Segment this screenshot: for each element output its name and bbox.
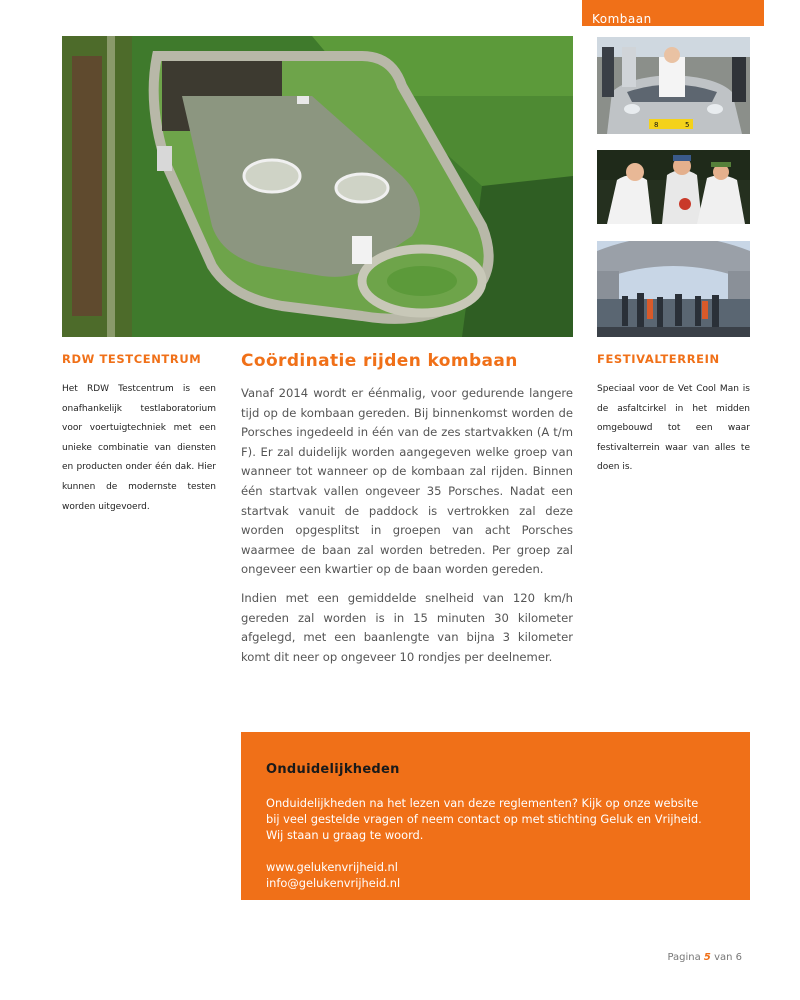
website-link[interactable]: www.gelukenvrijheid.nl [266, 860, 398, 874]
notice-title: Onduidelijkheden [266, 762, 400, 777]
right-column-text: Speciaal voor de Vet Cool Man is de asfaltcirkel in het midden omgebouwd tot een waar festivalterrein waar van alles te doen is. [597, 384, 750, 473]
right-column-title: FESTIVALTERREIN [597, 352, 720, 366]
left-column-text: Het RDW Testcentrum is een onafhankelijk testlaboratorium voor voertuigtechniek met een unieke combinatie van diensten en producten onder één dak. Hier kunnen de modernste testen worden uitgevoerd. [62, 384, 216, 512]
section-tab: Kombaan [582, 0, 764, 26]
porsche-child-photo [597, 37, 750, 134]
plate-left-text: 8 [654, 121, 659, 129]
notice-line-2: bij veel gestelde vragen of neem contact op met stichting Geluk en Vrijheid. [266, 812, 702, 826]
main-paragraph-1: Vanaf 2014 wordt er éénmalig, voor gedurende langere tijd op de kombaan gereden. Bij binnenkomst worden de Porsches ingedeeld in één van de zes startvakken (A t/m F). Er zal duidelijk worden aangegeven welke groep van wanneer tot wanneer op de kombaan zal rijden. Binnen één startvak vallen ongeveer 35 Porsches. Nadat een startvak vanuit de paddock is vertrokken zal deze worden opgesplitst in groepen van acht Porsches waarmee de baan zal worden betreden. Per groep zal ongeveer een kwartier op de baan worden gereden. [241, 386, 573, 577]
inflatable-arch-crowd-photo [597, 241, 750, 337]
page-prefix: Pagina [667, 952, 704, 963]
current-page: 5 [703, 952, 711, 963]
main-paragraph-2: Indien met een gemiddelde snelheid van 120 km/h gereden zal worden is in 15 minuten 30 kilometer afgelegd, met een baanlengte van bijna 3 kilometer komt dit neer op ongeveer 10 rondjes per deelnemer. [241, 591, 573, 664]
plate-right-text: 5 [685, 121, 690, 129]
aerial-track-photo [62, 36, 573, 337]
left-column-title: RDW TESTCENTRUM [62, 352, 202, 366]
notice-line-3: Wij staan u graag te woord. [266, 828, 424, 842]
notice-box [241, 732, 750, 900]
page-number [667, 952, 742, 963]
costumed-performers-photo [597, 150, 750, 224]
page-suffix: van 6 [710, 952, 742, 963]
email-link[interactable]: info@gelukenvrijheid.nl [266, 876, 401, 890]
main-title: Coördinatie rijden kombaan [241, 351, 518, 371]
notice-line-1: Onduidelijkheden na het lezen van deze reglementen? Kijk op onze website [266, 796, 699, 810]
